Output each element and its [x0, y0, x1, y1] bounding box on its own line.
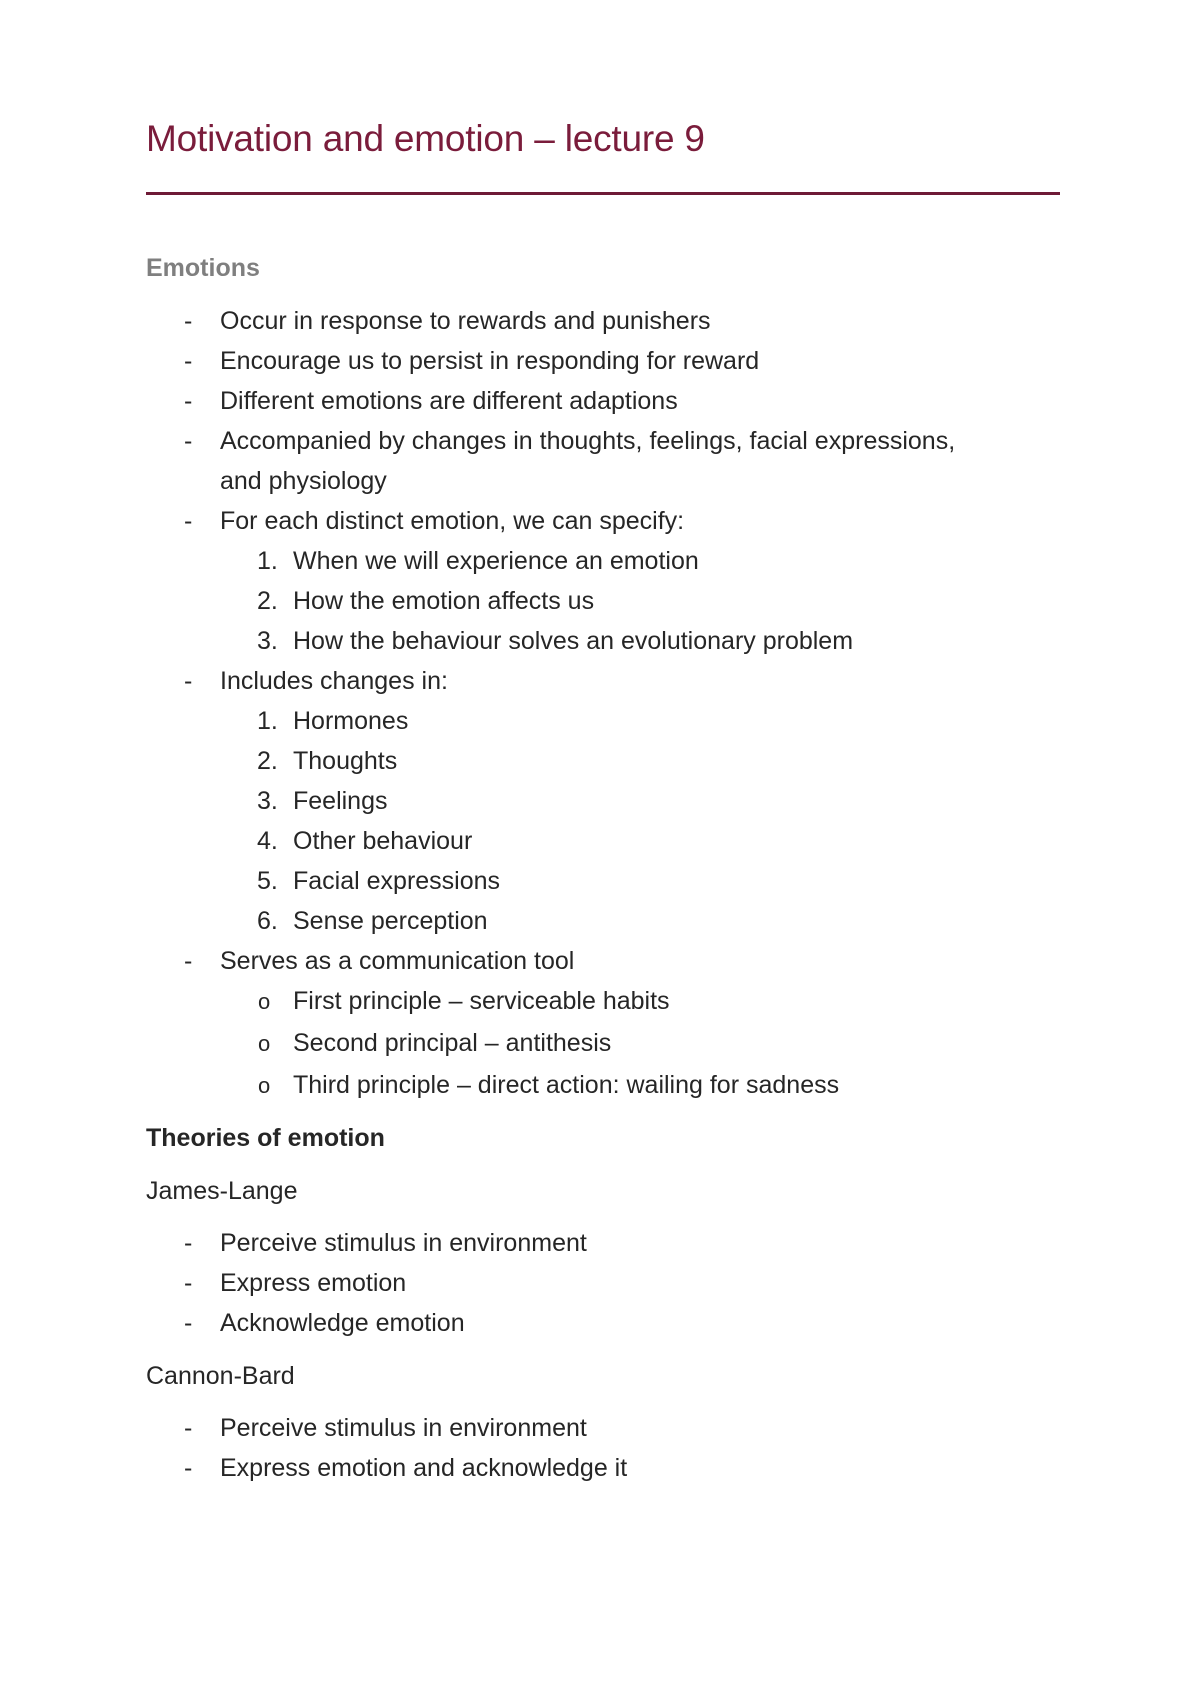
dash-marker: -: [184, 1454, 193, 1482]
dash-marker: -: [184, 427, 193, 455]
list-item: Perceive stimulus in environment: [220, 1229, 587, 1257]
numbered-item: Hormones: [293, 707, 409, 735]
circle-bullet-icon: o: [258, 1031, 271, 1056]
number-marker: 2.: [257, 747, 278, 775]
number-marker: 1.: [257, 707, 278, 735]
dash-marker: -: [184, 347, 193, 375]
list-item: Different emotions are different adaptions: [220, 387, 678, 415]
list-item: Express emotion and acknowledge it: [220, 1454, 628, 1482]
number-marker: 5.: [257, 867, 278, 895]
numbered-item: Thoughts: [293, 747, 398, 775]
list-item: Occur in response to rewards and punishers: [220, 307, 711, 335]
number-marker: 3.: [257, 627, 278, 655]
numbered-item: When we will experience an emotion: [293, 547, 699, 575]
numbered-item: Other behaviour: [293, 827, 473, 855]
subheading-cannon-bard: Cannon-Bard: [146, 1362, 295, 1390]
dash-marker: -: [184, 947, 193, 975]
document-title: Motivation and emotion – lecture 9: [146, 118, 705, 159]
numbered-item: How the behaviour solves an evolutionary problem: [293, 627, 854, 655]
numbered-item: Feelings: [293, 787, 388, 815]
numbered-item: Facial expressions: [293, 867, 501, 895]
dash-marker: -: [184, 1269, 193, 1297]
numbered-item: How the emotion affects us: [293, 587, 595, 615]
circle-bullet-icon: o: [258, 1073, 271, 1098]
list-item: Perceive stimulus in environment: [220, 1414, 587, 1442]
dash-marker: -: [184, 1309, 193, 1337]
list-item: Express emotion: [220, 1269, 407, 1297]
list-item: Encourage us to persist in responding for reward: [220, 347, 760, 375]
list-item: Accompanied by changes in thoughts, feelings, facial expressions,: [220, 427, 956, 455]
numbered-item: Sense perception: [293, 907, 488, 935]
number-marker: 3.: [257, 787, 278, 815]
dash-marker: -: [184, 307, 193, 335]
sub-list-item: Third principle – direct action: wailing for sadness: [293, 1071, 840, 1099]
list-item-continuation: and physiology: [220, 467, 387, 495]
number-marker: 4.: [257, 827, 278, 855]
number-marker: 2.: [257, 587, 278, 615]
sub-list-item: First principle – serviceable habits: [293, 987, 670, 1015]
list-item: Includes changes in:: [220, 667, 448, 695]
list-item: For each distinct emotion, we can specify:: [220, 507, 685, 535]
section-heading-theories: Theories of emotion: [146, 1124, 385, 1152]
dash-marker: -: [184, 507, 193, 535]
section-heading-emotions: Emotions: [146, 254, 260, 282]
circle-bullet-icon: o: [258, 989, 271, 1014]
dash-marker: -: [184, 1414, 193, 1442]
dash-marker: -: [184, 387, 193, 415]
number-marker: 6.: [257, 907, 278, 935]
list-item: Serves as a communication tool: [220, 947, 575, 975]
dash-marker: -: [184, 1229, 193, 1257]
list-item: Acknowledge emotion: [220, 1309, 465, 1337]
dash-marker: -: [184, 667, 193, 695]
sub-list-item: Second principal – antithesis: [293, 1029, 612, 1057]
subheading-james-lange: James-Lange: [146, 1177, 298, 1205]
number-marker: 1.: [257, 547, 278, 575]
title-underline: [146, 192, 1060, 195]
